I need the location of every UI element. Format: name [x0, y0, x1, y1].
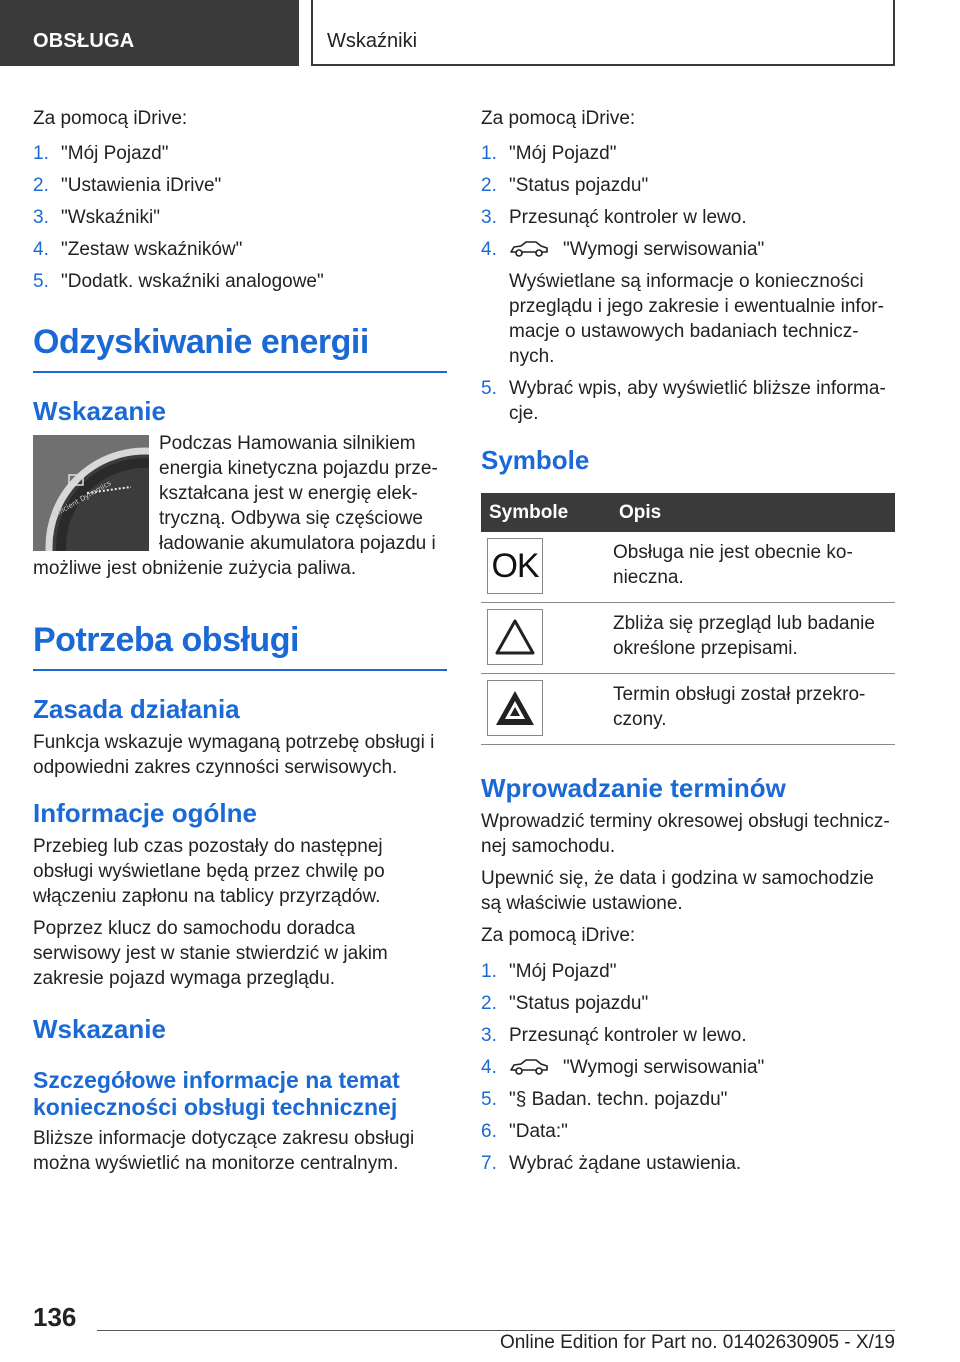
list-item: 5. "Dodatk. wskaźniki analogowe": [33, 271, 324, 292]
idrive-intro-3: Za pomocą iDrive:: [481, 925, 636, 946]
warning-triangle-icon: [487, 609, 543, 665]
list-item: 2. "Status pojazdu": [481, 175, 649, 196]
table-row: Zbliża się przegląd lub badanie określone przepisami.: [481, 603, 895, 674]
list-item: 4. "Wymogi serwisowania": [481, 1057, 765, 1078]
general-text-1: Przebieg lub czas pozostały do następnej obsługi wyświetlane będą przez chwilę po włączeniu zapłonu na tablicy przyrządów.: [33, 836, 385, 907]
list-item: 4. "Zestaw wskaźników": [33, 239, 243, 260]
heading-principle: Zasada działania: [33, 694, 240, 724]
heading-indicator-2: Wskazanie: [33, 1014, 166, 1044]
column-header-description: Opis: [597, 493, 895, 532]
section-title: Wskaźniki: [327, 30, 418, 52]
overdue-triangle-icon: [487, 680, 543, 736]
edition-note: Online Edition for Part no. 01402630905 - X/19: [499, 1332, 895, 1353]
left-column: [33, 98, 447, 1176]
chapter-tab: [0, 0, 299, 66]
section-header: [311, 0, 895, 66]
list-item: 1. "Mój Pojazd": [481, 961, 617, 982]
list-item: 5. "§ Badan. techn. pojazdu": [481, 1089, 728, 1110]
page-number: 136: [33, 1302, 77, 1332]
steps-list: [33, 141, 447, 294]
idrive-intro: Za pomocą iDrive:: [33, 108, 188, 129]
list-item: 1. "Mój Pojazd": [33, 143, 169, 164]
general-text-2: Poprzez klucz do samochodu doradca serwisowy jest w stanie stwierdzić w jakim zakresie pojazd wymaga przeglądu.: [33, 918, 388, 989]
svg-text:Efficient Dynamics: Efficient Dynamics: [52, 479, 113, 519]
symbols-table: [481, 493, 895, 745]
heading-symbols: Symbole: [481, 445, 590, 475]
heading-general-info: Informacje ogólne: [33, 798, 257, 828]
list-item: 3. Przesunąć kontroler w lewo.: [481, 207, 747, 228]
heading-detail-info: Szczegółowe informacje na temat konieczności obsługi technicznej: [33, 1067, 400, 1120]
list-item: 7. Wybrać żądane ustawienia.: [481, 1153, 742, 1174]
dates-text-2: Upewnić się, że data i godzina w samochodzie są właściwie ustawione.: [481, 868, 874, 914]
list-item: 2. "Status pojazdu": [481, 993, 649, 1014]
table-row: OK Obsługa nie jest obecnie konieczna.: [481, 532, 895, 603]
column-header-symbols: Symbole: [481, 493, 597, 532]
table-row: Termin obsługi został przekroczony.: [481, 674, 895, 745]
dates-steps-list: [481, 959, 895, 1176]
heading-energy-recovery: Odzyskiwanie energii: [33, 321, 447, 373]
heading-service-need: Potrzeba obsługi: [33, 619, 447, 671]
detail-text: Bliższe informacje dotyczące zakresu obsługi można wyświetlić na monitorze centralnym.: [33, 1128, 415, 1174]
list-item: 1. "Mój Pojazd": [481, 143, 617, 164]
principle-text: Funkcja wskazuje wymaganą potrzebę obsługi i odpowiedni zakres czynności serwisowych.: [33, 732, 435, 778]
dates-text-1: Wprowadzić terminy okresowej obsługi technicznej samochodu.: [481, 811, 890, 857]
footer-divider: [97, 1330, 895, 1331]
energy-gauge-image: [33, 435, 149, 551]
list-item: 5. Wybrać wpis, aby wyświetlić bliższe informacje.: [481, 378, 886, 424]
right-column: [481, 98, 895, 1183]
step-description: Wyświetlane są informacje o konieczności przeglądu i jego zakresie i ewentualnie informacje o ustawowych badaniach technicznych.: [509, 271, 884, 367]
list-item: 3. "Wskaźniki": [33, 207, 160, 228]
list-item: 6. "Data:": [481, 1121, 568, 1142]
list-item: 4. "Wymogi serwisowania" Wyświetlane są informacje o konieczności przeglądu i jego zakresie i ewentualnie informacje o ustawowych badaniach technicznych.: [481, 237, 895, 369]
energy-description: Podczas Hamowania silnikiem energia kinetyczna pojazdu przekształcana jest w energię elektryczną. Odbywa się częściowe ładowanie akumulatora pojazdu i możliwe jest obniżenie zużycia paliwa.: [33, 433, 438, 579]
list-item: 2. "Ustawienia iDrive": [33, 175, 222, 196]
ok-icon: OK: [487, 538, 543, 594]
energy-section: [33, 431, 447, 581]
car-icon: [509, 1056, 549, 1076]
idrive-intro-2: Za pomocą iDrive:: [481, 108, 636, 129]
car-icon: [509, 238, 549, 258]
heading-entering-dates: Wprowadzanie terminów: [481, 773, 786, 803]
chapter-label: OBSŁUGA: [33, 30, 135, 52]
service-steps-list: [481, 141, 895, 426]
heading-indicator: Wskazanie: [33, 396, 166, 426]
list-item: 3. Przesunąć kontroler w lewo.: [481, 1025, 747, 1046]
